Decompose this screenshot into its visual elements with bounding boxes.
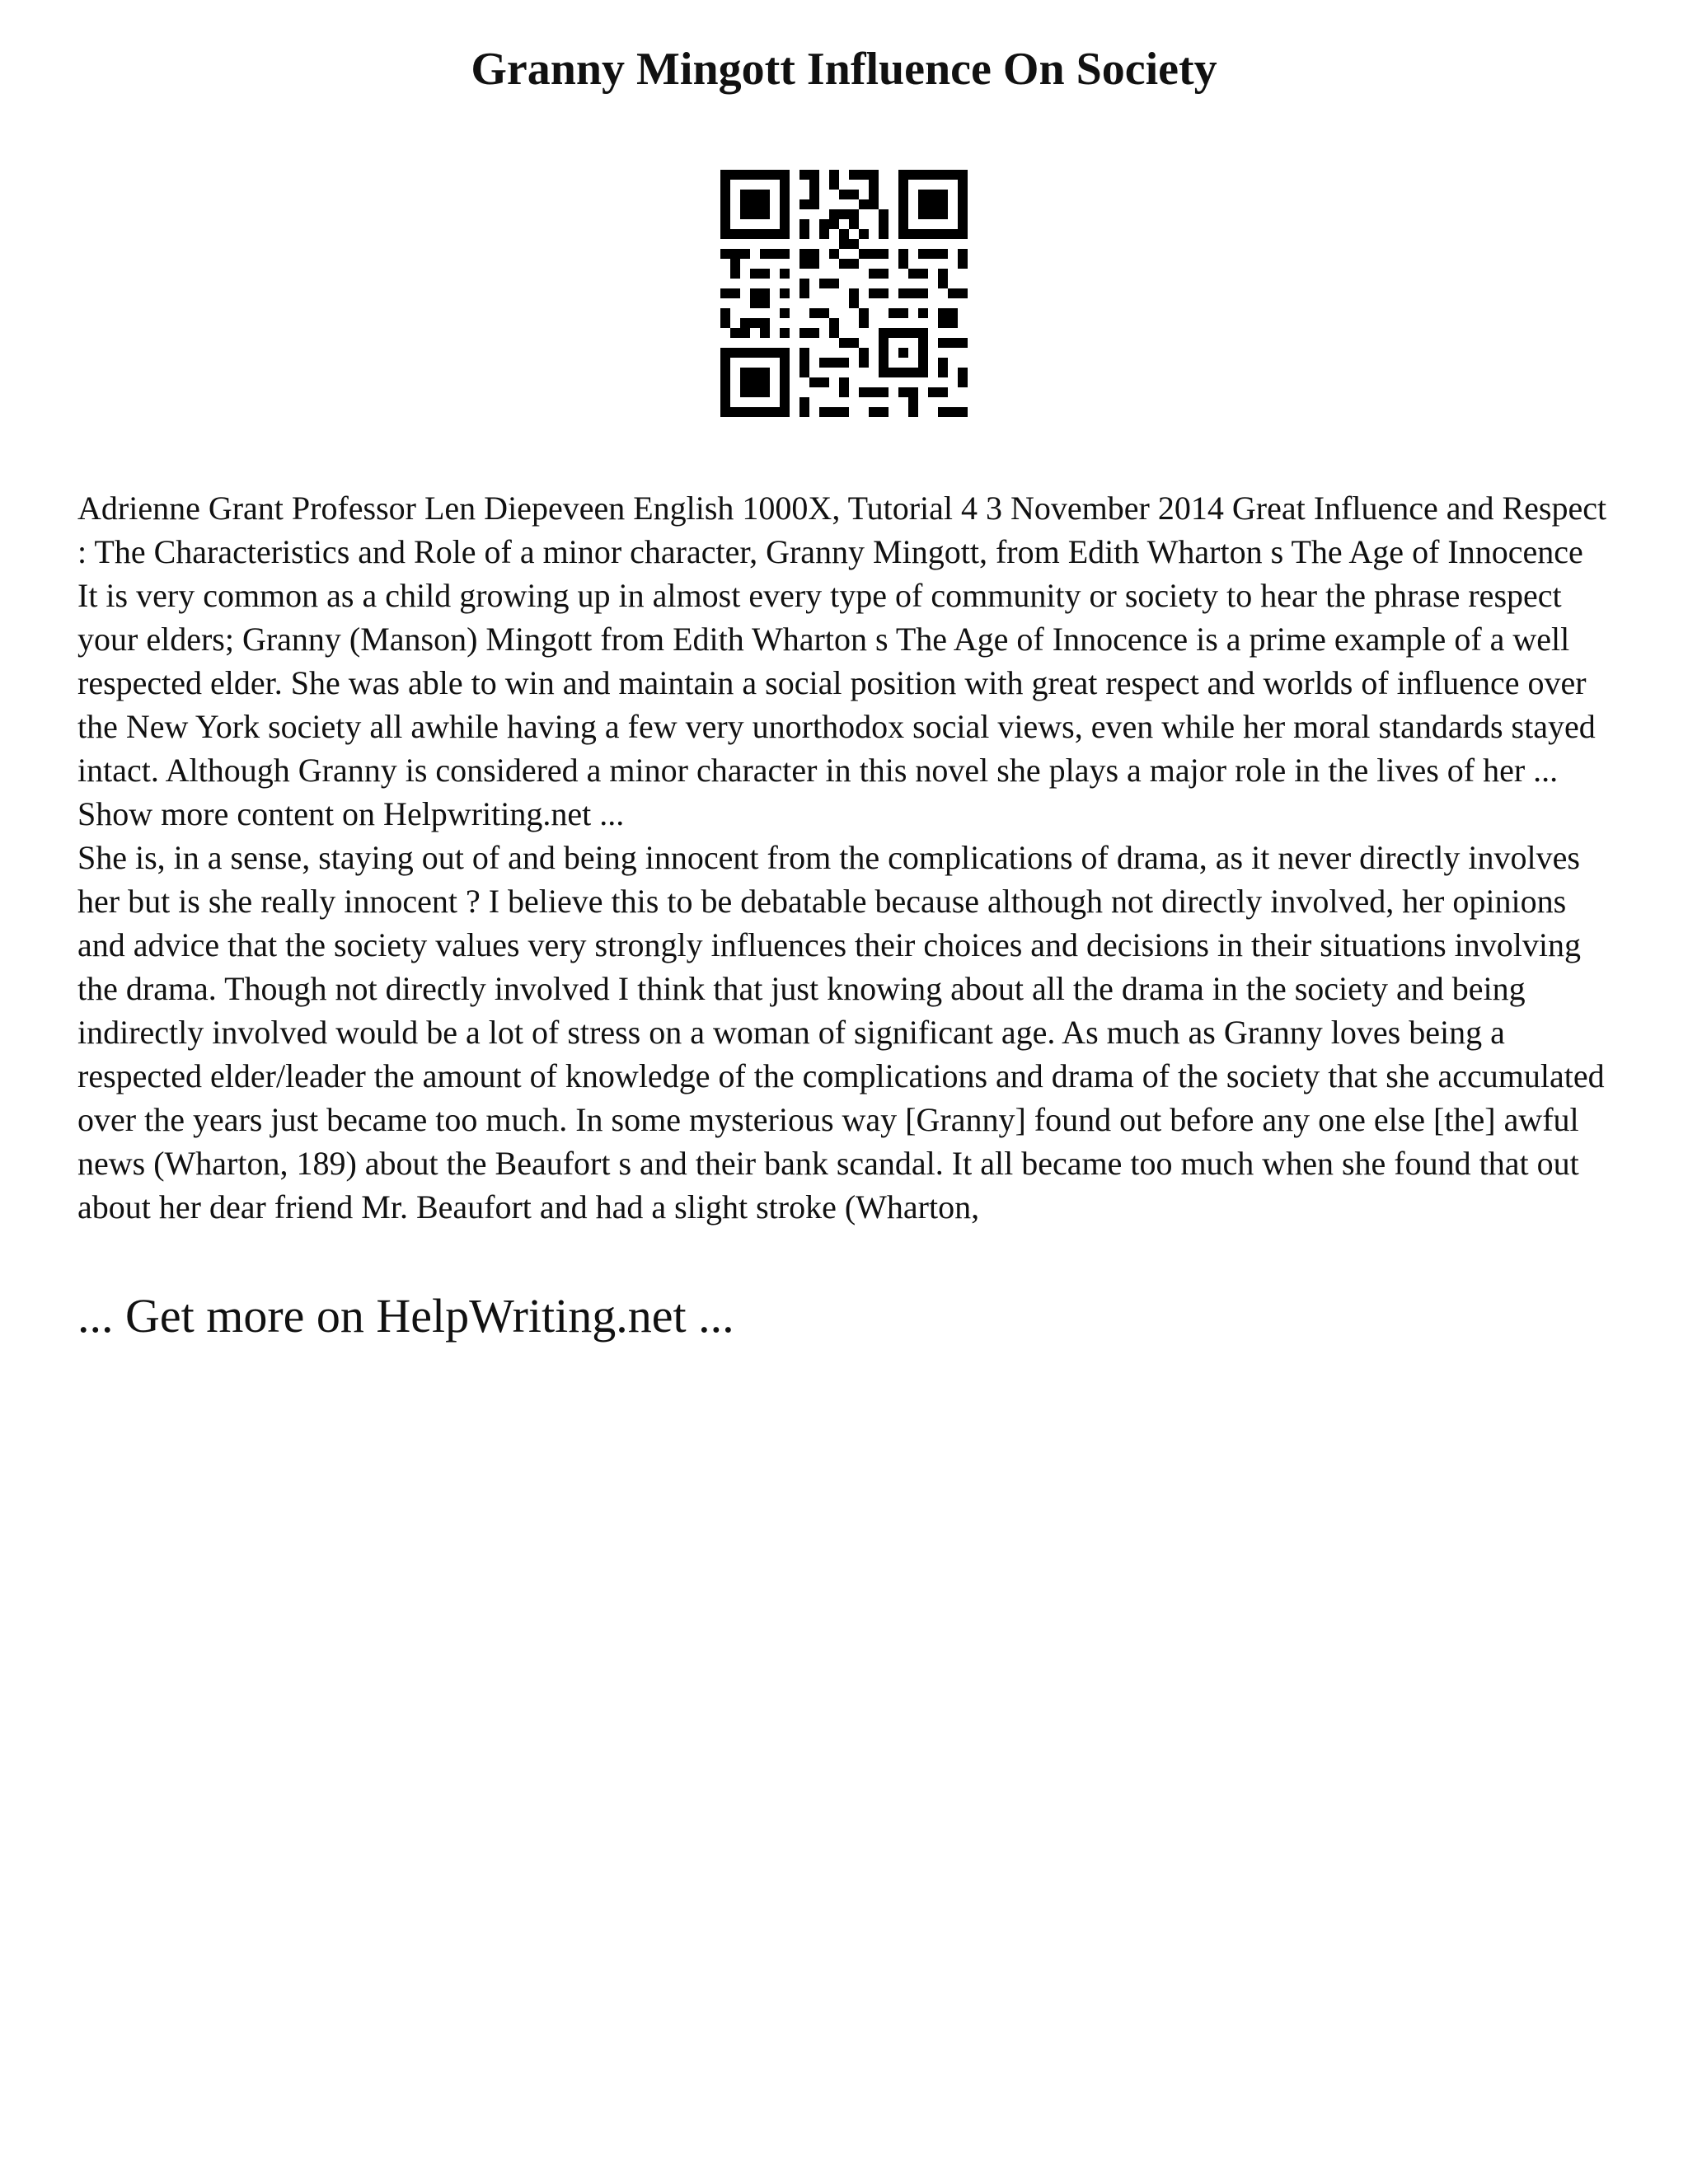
qr-code-container — [77, 170, 1611, 417]
qr-code-icon — [720, 170, 968, 417]
page-title: Granny Mingott Influence On Society — [471, 44, 1217, 95]
paragraph-1: Adrienne Grant Professor Len Diepeveen English 1000X, Tutorial 4 3 November 2014 Great Influence and Respect : The Characteristics and Role of a minor character, Granny Mingott, from Edith Wharton s The Age of Innocence It is very common as a child growing up in almost every type of community or society to hear the phrase respect your elders; Granny (Manson) Mingott from Edith Wharton s The Age of Innocence is a prime example of a well respected elder. She was able to win and maintain a social position with great respect and worlds of influence over the New York society all awhile having a few very unorthodox social views, even while her moral standards stayed intact. Although Granny is considered a minor character in this novel she plays a major role in the lives of her ... Show more content on Helpwriting.net ... — [77, 490, 1607, 832]
get-more-link[interactable]: ... Get more on HelpWriting.net ... — [77, 1289, 734, 1343]
article-body — [77, 486, 1611, 1229]
paragraph-2: She is, in a sense, staying out of and being innocent from the complications of drama, as it never directly involves her but is she really innocent ? I believe this to be debatable because although not directly involved, her opinions and advice that the society values very strongly influences their choices and decisions in their situations involving the drama. Though not directly involved I think that just knowing about all the drama in the society and being indirectly involved would be a lot of stress on a woman of significant age. As much as Granny loves being a respected elder/leader the amount of knowledge of the complications and drama of the society that she accumulated over the years just became too much. In some mysterious way [Granny] found out before any one else [the] awful news (Wharton, 189) about the Beaufort s and their bank scandal. It all became too much when she found that out about her dear friend Mr. Beaufort and had a slight stroke (Wharton, — [77, 839, 1605, 1226]
